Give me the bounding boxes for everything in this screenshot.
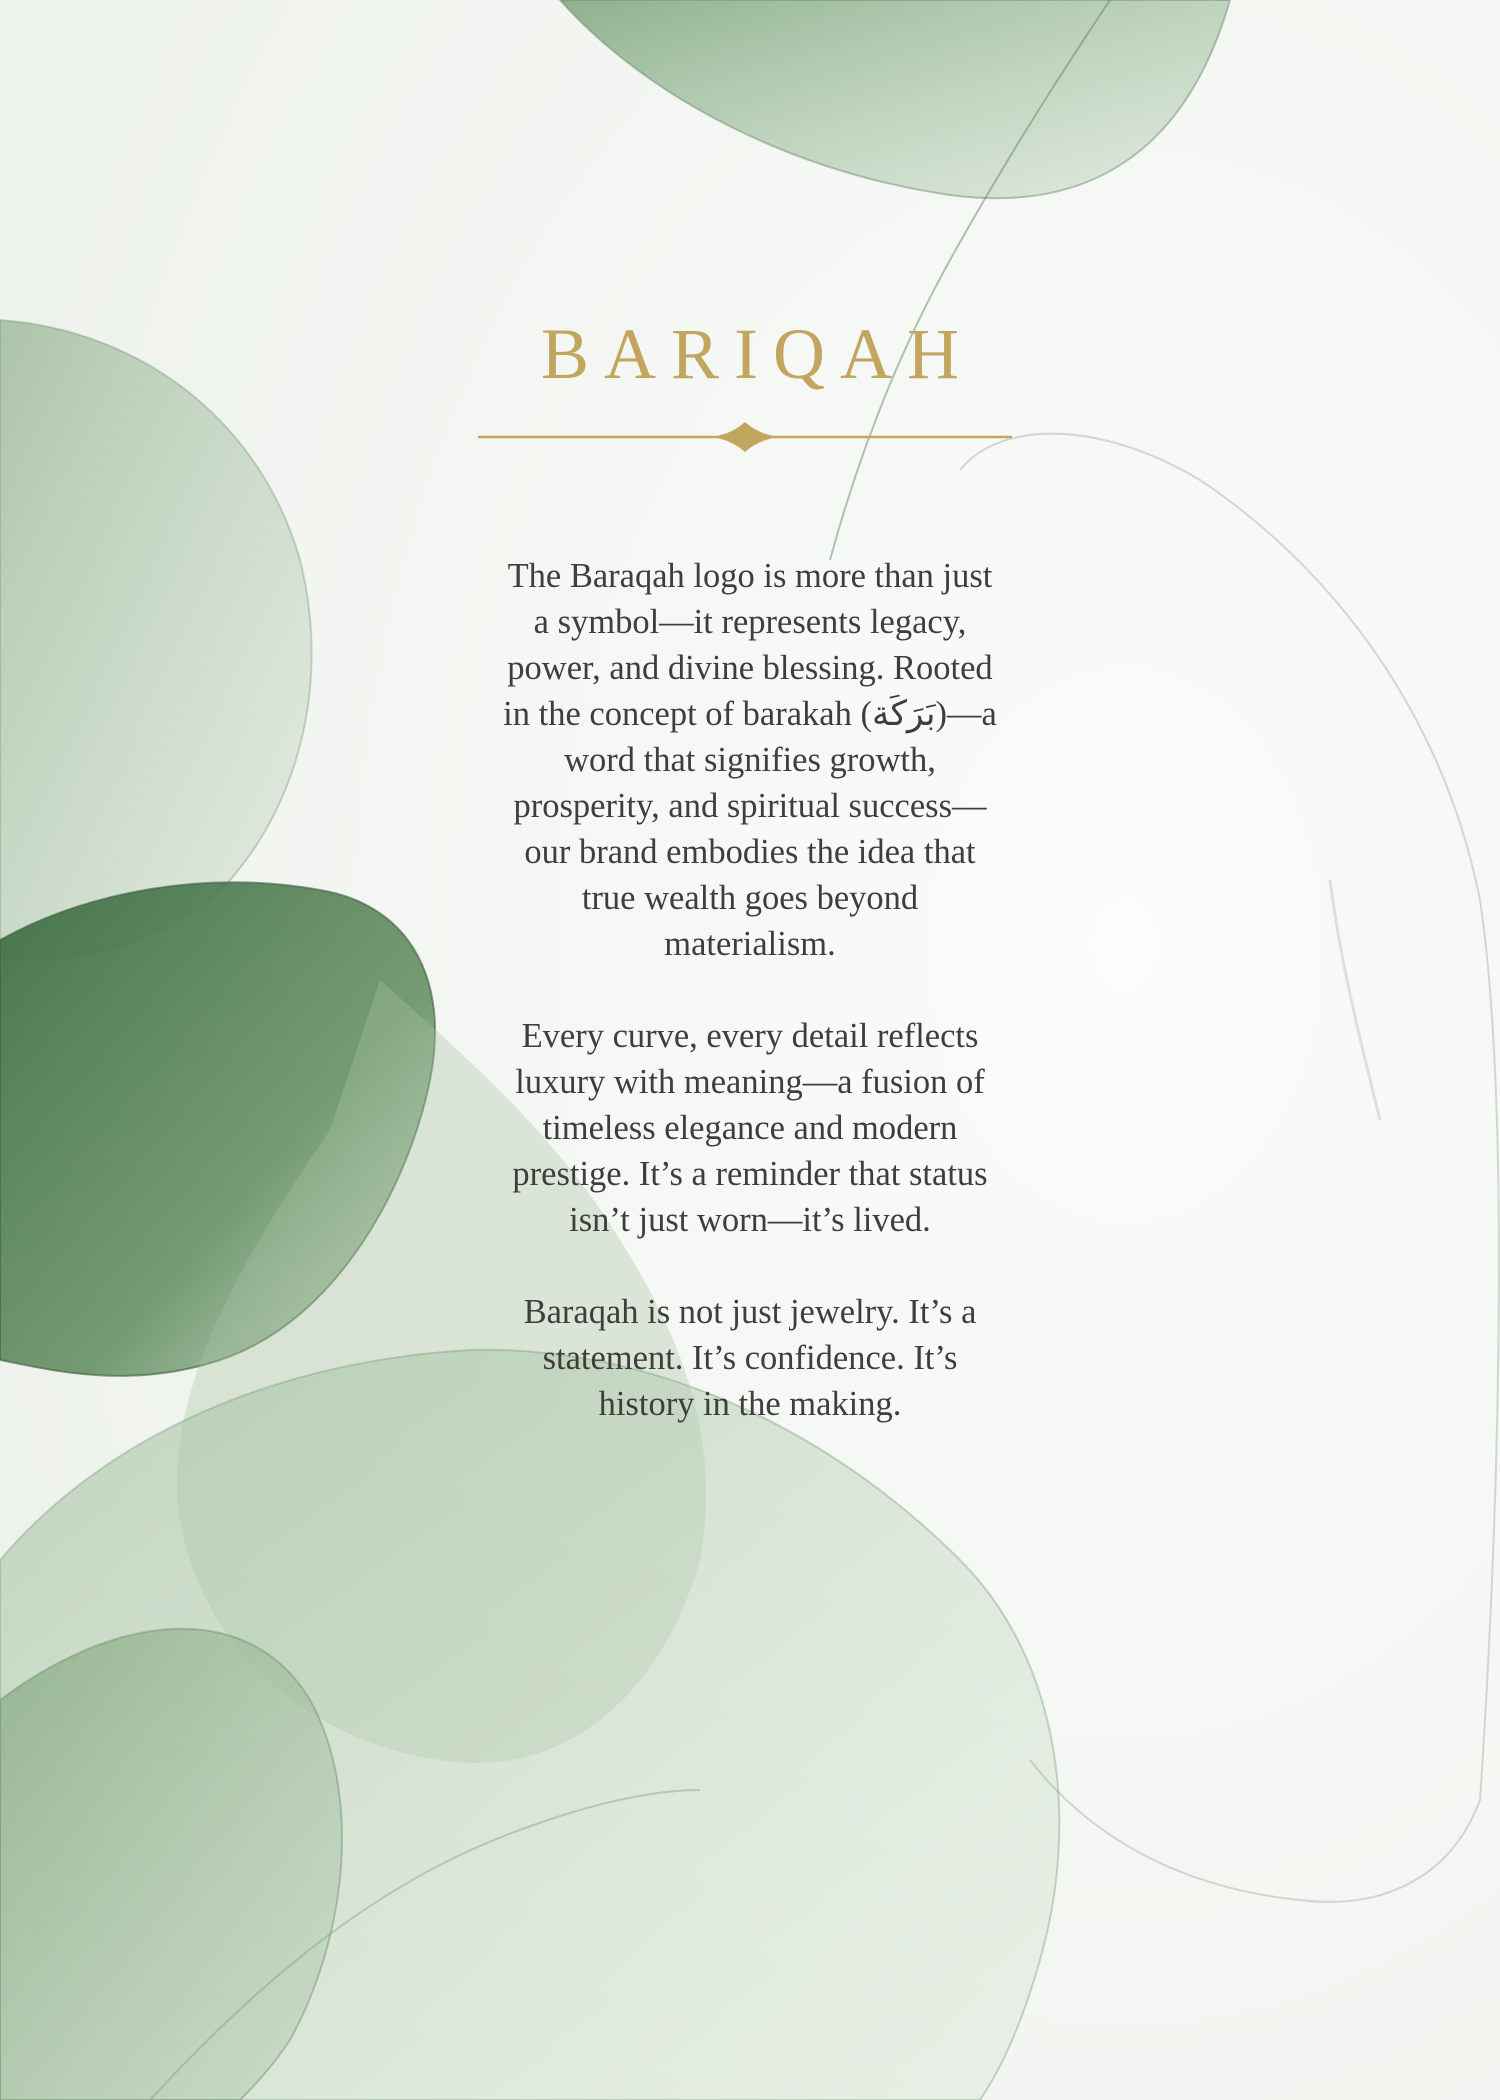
paragraph-statement: Baraqah is not just jewelry. It’s a statement. It’s confidence. It’s history in the making. (523, 1293, 977, 1423)
diamond-divider-icon (478, 422, 1012, 452)
paragraph-design: Every curve, every detail reflects luxury with meaning—a fusion of timeless elegance and modern prestige. It’s a reminder that status isn’t just worn—it’s lived. (512, 1017, 988, 1239)
paragraph-logo-meaning: The Baraqah logo is more than just a symbol—it represents legacy, power, and divine blessing. Rooted in the concept of barakah (بَرَكَة)—a word that signifies growth, prosperity, and spiritual success—our brand embodies the idea that true wealth goes beyond materialism. (503, 557, 997, 963)
brand-story (500, 553, 1000, 1427)
brand-title: BARIQAH (540, 314, 974, 394)
leaf-bottom-left (0, 1629, 342, 2100)
